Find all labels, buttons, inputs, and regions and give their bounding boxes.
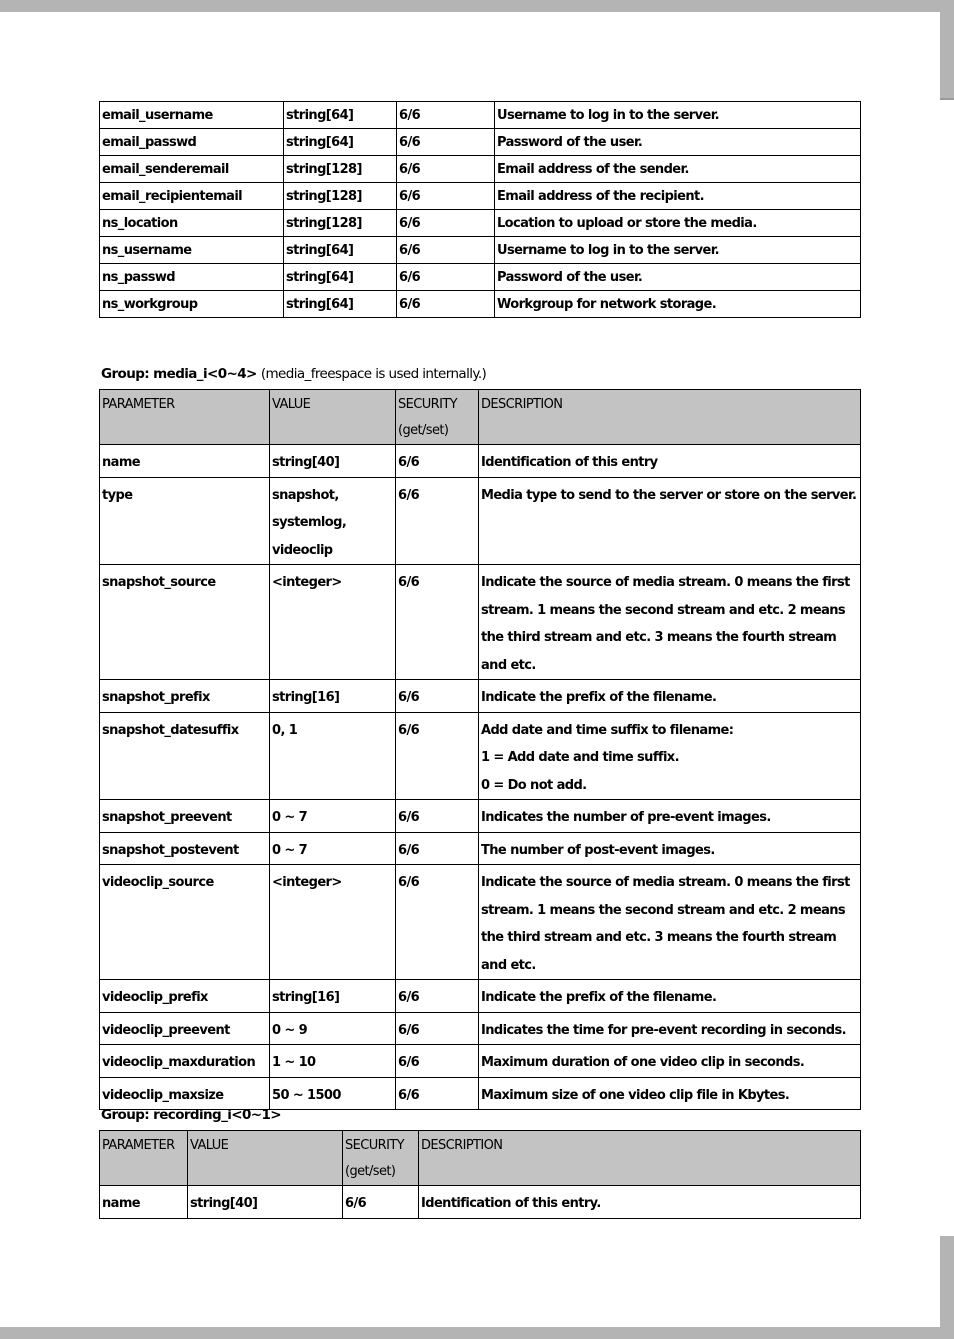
header-security-label: SECURITY: [398, 397, 458, 412]
value-line: snapshot,: [272, 487, 339, 503]
description-cell: Location to upload or store the media.: [495, 210, 861, 237]
description-cell: [479, 1012, 861, 1045]
table-row: [100, 680, 861, 713]
value-cell: [270, 680, 396, 713]
param-cell: snapshot_postevent: [100, 832, 270, 865]
security-cell: 6/6: [396, 1012, 479, 1045]
description-cell: Password of the user.: [495, 264, 861, 291]
description-cell: Username to log in to the server.: [495, 102, 861, 129]
header-description: DESCRIPTION: [479, 390, 861, 445]
header-value: VALUE: [188, 1131, 343, 1186]
header-security: [343, 1131, 419, 1186]
description-cell: [479, 980, 861, 1013]
security-cell: 6/6: [397, 291, 495, 318]
value-cell: [270, 865, 396, 980]
media-group-caption: [101, 366, 486, 382]
value-line: string[16]: [272, 990, 340, 1005]
description-line: stream. 1 means the second stream and etc. 2 means: [481, 902, 846, 918]
value-line: string[16]: [272, 690, 340, 705]
param-cell: ns_location: [100, 210, 284, 237]
header-parameter: PARAMETER: [100, 390, 270, 445]
value-cell: string[64]: [284, 291, 397, 318]
media-group-title: Group: media_i<0~4>: [101, 366, 257, 382]
description-cell: Email address of the recipient.: [495, 183, 861, 210]
table-row: [100, 264, 861, 291]
security-cell: 6/6: [396, 712, 479, 800]
param-cell: snapshot_source: [100, 565, 270, 680]
table-row: [100, 1012, 861, 1045]
value-line: <integer>: [272, 875, 342, 890]
description-cell: Password of the user.: [495, 129, 861, 156]
value-cell: [270, 712, 396, 800]
param-cell: name: [100, 1186, 188, 1219]
param-cell: type: [100, 477, 270, 565]
description-line: Identification of this entry.: [421, 1196, 601, 1211]
description-cell: Workgroup for network storage.: [495, 291, 861, 318]
security-cell: 6/6: [343, 1186, 419, 1219]
param-cell: snapshot_datesuffix: [100, 712, 270, 800]
description-line: Identification of this entry: [481, 455, 658, 470]
security-cell: 6/6: [396, 477, 479, 565]
description-cell: [479, 565, 861, 680]
media-group-note: (media_freespace is used internally.): [260, 366, 487, 382]
table-row: [100, 477, 861, 565]
description-line: the third stream and etc. 3 means the fourth stream: [481, 930, 837, 945]
recording-group-caption: [101, 1107, 281, 1123]
security-cell: 6/6: [396, 865, 479, 980]
value-line: 50 ~ 1500: [272, 1087, 341, 1103]
value-cell: [270, 1045, 396, 1078]
param-cell: ns_passwd: [100, 264, 284, 291]
description-cell: [479, 832, 861, 865]
description-line: stream. 1 means the second stream and etc. 2 means: [481, 602, 846, 618]
value-cell: string[64]: [284, 264, 397, 291]
table-row: [100, 102, 861, 129]
security-cell: 6/6: [396, 565, 479, 680]
security-cell: 6/6: [396, 832, 479, 865]
page-margin-strip: [940, 100, 954, 1236]
value-cell: [188, 1186, 343, 1219]
description-line: Indicate the source of media stream. 0 means the first: [481, 575, 850, 590]
param-cell: email_username: [100, 102, 284, 129]
header-value: VALUE: [270, 390, 396, 445]
value-line: 0, 1: [272, 722, 298, 738]
description-cell: [479, 477, 861, 565]
value-line: string[40]: [190, 1196, 258, 1211]
value-cell: [270, 565, 396, 680]
value-cell: string[128]: [284, 210, 397, 237]
value-cell: [270, 832, 396, 865]
header-security-sub: (get/set): [345, 1164, 396, 1179]
description-line: and etc.: [481, 957, 536, 973]
description-line: Maximum size of one video clip file in Kbytes.: [481, 1087, 790, 1103]
security-cell: 6/6: [396, 800, 479, 833]
value-cell: [270, 477, 396, 565]
table-row: [100, 565, 861, 680]
security-cell: 6/6: [396, 1045, 479, 1078]
value-cell: string[64]: [284, 102, 397, 129]
table-row: [100, 210, 861, 237]
description-line: The number of post-event images.: [481, 842, 715, 858]
description-line: and etc.: [481, 657, 536, 673]
value-cell: string[64]: [284, 129, 397, 156]
param-cell: videoclip_maxsize: [100, 1077, 270, 1110]
table-row: [100, 832, 861, 865]
value-line: 0 ~ 7: [272, 842, 308, 858]
param-cell: snapshot_prefix: [100, 680, 270, 713]
security-cell: 6/6: [397, 129, 495, 156]
description-cell: [419, 1186, 861, 1219]
description-line: 1 = Add date and time suffix.: [481, 750, 679, 765]
table-row: [100, 445, 861, 478]
media-table-header: [100, 390, 861, 445]
description-line: Indicate the source of media stream. 0 means the first: [481, 875, 850, 890]
value-cell: [270, 1077, 396, 1110]
media-parameter-table-body: [100, 390, 861, 1110]
table-row: [100, 237, 861, 264]
description-line: Indicate the prefix of the filename.: [481, 990, 717, 1005]
value-line: 0 ~ 9: [272, 1022, 308, 1038]
table-row: [100, 865, 861, 980]
table-row: [100, 129, 861, 156]
security-cell: 6/6: [397, 102, 495, 129]
param-cell: videoclip_preevent: [100, 1012, 270, 1045]
email-parameter-table: [99, 101, 861, 318]
value-cell: [270, 980, 396, 1013]
email-parameter-table-body: [100, 102, 861, 318]
header-security-sub: (get/set): [398, 423, 449, 438]
value-line: videoclip: [272, 542, 333, 558]
table-row: [100, 980, 861, 1013]
value-line: 1 ~ 10: [272, 1055, 316, 1070]
security-cell: 6/6: [397, 237, 495, 264]
recording-parameter-table: [99, 1130, 861, 1219]
description-line: Indicates the time for pre-event recording in seconds.: [481, 1022, 846, 1038]
security-cell: 6/6: [396, 445, 479, 478]
security-cell: 6/6: [397, 183, 495, 210]
param-cell: videoclip_source: [100, 865, 270, 980]
description-line: Indicate the prefix of the filename.: [481, 690, 717, 705]
table-row: [100, 800, 861, 833]
recording-parameter-table-body: [100, 1131, 861, 1219]
table-row: [100, 712, 861, 800]
description-cell: [479, 680, 861, 713]
security-cell: 6/6: [397, 264, 495, 291]
value-line: systemlog,: [272, 515, 347, 530]
description-line: the third stream and etc. 3 means the fourth stream: [481, 630, 837, 645]
description-line: Add date and time suffix to filename:: [481, 722, 734, 738]
table-row: [100, 156, 861, 183]
table-row: [100, 1186, 861, 1219]
description-cell: Username to log in to the server.: [495, 237, 861, 264]
param-cell: videoclip_prefix: [100, 980, 270, 1013]
media-parameter-table: [99, 389, 861, 1110]
param-cell: email_passwd: [100, 129, 284, 156]
param-cell: email_recipientemail: [100, 183, 284, 210]
description-cell: [479, 712, 861, 800]
recording-table-header: [100, 1131, 861, 1186]
value-cell: [270, 1012, 396, 1045]
description-cell: [479, 1045, 861, 1078]
param-cell: snapshot_preevent: [100, 800, 270, 833]
value-cell: [270, 800, 396, 833]
param-cell: videoclip_maxduration: [100, 1045, 270, 1078]
value-line: <integer>: [272, 575, 342, 590]
value-line: string[40]: [272, 455, 340, 470]
security-cell: 6/6: [397, 156, 495, 183]
header-parameter: PARAMETER: [100, 1131, 188, 1186]
table-row: [100, 291, 861, 318]
description-line: Media type to send to the server or store on the server.: [481, 487, 857, 503]
recording-group-title: Group: recording_i<0~1>: [101, 1107, 281, 1123]
value-line: 0 ~ 7: [272, 810, 308, 825]
description-line: 0 = Do not add.: [481, 777, 587, 793]
security-cell: 6/6: [396, 680, 479, 713]
description-line: Indicates the number of pre-event images.: [481, 810, 771, 825]
description-cell: [479, 1077, 861, 1110]
security-cell: 6/6: [396, 980, 479, 1013]
description-cell: [479, 445, 861, 478]
header-security-label: SECURITY: [345, 1138, 405, 1153]
param-cell: name: [100, 445, 270, 478]
value-cell: string[128]: [284, 156, 397, 183]
table-row: [100, 183, 861, 210]
param-cell: ns_workgroup: [100, 291, 284, 318]
value-cell: string[128]: [284, 183, 397, 210]
value-cell: [270, 445, 396, 478]
value-cell: string[64]: [284, 237, 397, 264]
description-line: Maximum duration of one video clip in seconds.: [481, 1055, 805, 1070]
header-description: DESCRIPTION: [419, 1131, 861, 1186]
param-cell: email_senderemail: [100, 156, 284, 183]
description-cell: [479, 800, 861, 833]
param-cell: ns_username: [100, 237, 284, 264]
scrollbar-track[interactable]: [940, 12, 954, 92]
description-cell: Email address of the sender.: [495, 156, 861, 183]
table-row: [100, 1077, 861, 1110]
header-security: [396, 390, 479, 445]
security-cell: 6/6: [397, 210, 495, 237]
table-row: [100, 1045, 861, 1078]
description-cell: [479, 865, 861, 980]
security-cell: 6/6: [396, 1077, 479, 1110]
